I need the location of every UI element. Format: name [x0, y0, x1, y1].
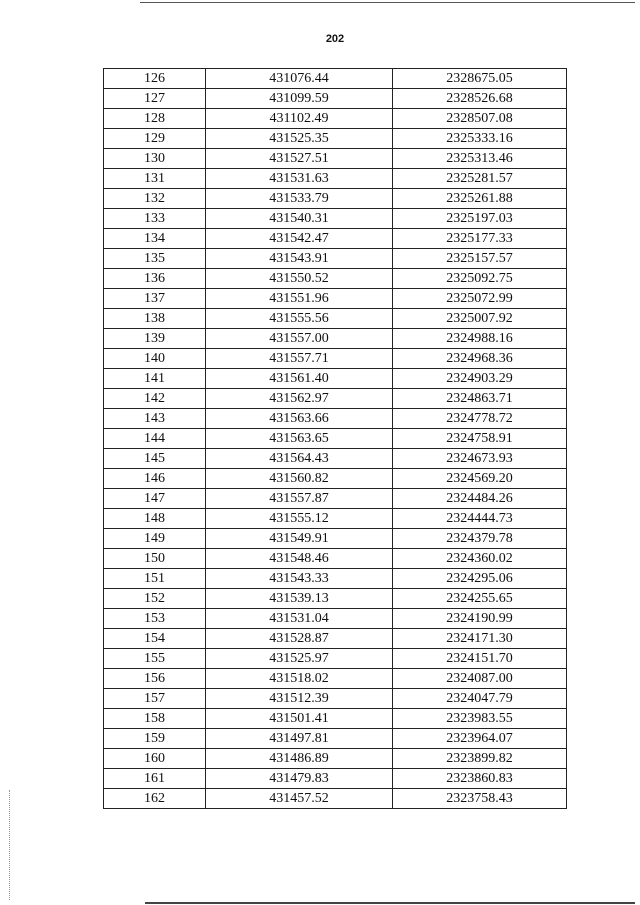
point-number-cell: 127 [104, 89, 206, 109]
y-coordinate-cell: 2325197.03 [393, 209, 567, 229]
point-number-cell: 135 [104, 249, 206, 269]
y-coordinate-cell: 2324190.99 [393, 609, 567, 629]
table-row [104, 429, 567, 449]
x-coordinate-cell: 431518.02 [206, 669, 393, 689]
point-number-cell: 138 [104, 309, 206, 329]
x-coordinate-cell: 431102.49 [206, 109, 393, 129]
x-coordinate-cell: 431542.47 [206, 229, 393, 249]
y-coordinate-cell: 2324171.30 [393, 629, 567, 649]
x-coordinate-cell: 431543.33 [206, 569, 393, 589]
point-number-cell: 126 [104, 69, 206, 89]
x-coordinate-cell: 431099.59 [206, 89, 393, 109]
x-coordinate-cell: 431562.97 [206, 389, 393, 409]
point-number-cell: 145 [104, 449, 206, 469]
table-row [104, 349, 567, 369]
table-row [104, 769, 567, 789]
point-number-cell: 152 [104, 589, 206, 609]
table-row [104, 269, 567, 289]
y-coordinate-cell: 2325261.88 [393, 189, 567, 209]
table-row [104, 389, 567, 409]
point-number-cell: 157 [104, 689, 206, 709]
point-number-cell: 154 [104, 629, 206, 649]
point-number-cell: 160 [104, 749, 206, 769]
x-coordinate-cell: 431557.00 [206, 329, 393, 349]
table-row [104, 529, 567, 549]
table-row [104, 549, 567, 569]
point-number-cell: 136 [104, 269, 206, 289]
y-coordinate-cell: 2324047.79 [393, 689, 567, 709]
x-coordinate-cell: 431551.96 [206, 289, 393, 309]
y-coordinate-cell: 2323964.07 [393, 729, 567, 749]
x-coordinate-cell: 431555.56 [206, 309, 393, 329]
y-coordinate-cell: 2324673.93 [393, 449, 567, 469]
x-coordinate-cell: 431531.04 [206, 609, 393, 629]
table-row [104, 649, 567, 669]
table-row [104, 229, 567, 249]
x-coordinate-cell: 431555.12 [206, 509, 393, 529]
coordinates-table [103, 68, 567, 809]
x-coordinate-cell: 431564.43 [206, 449, 393, 469]
point-number-cell: 146 [104, 469, 206, 489]
x-coordinate-cell: 431563.66 [206, 409, 393, 429]
y-coordinate-cell: 2324255.65 [393, 589, 567, 609]
point-number-cell: 134 [104, 229, 206, 249]
table-row [104, 169, 567, 189]
y-coordinate-cell: 2325072.99 [393, 289, 567, 309]
y-coordinate-cell: 2324484.26 [393, 489, 567, 509]
point-number-cell: 130 [104, 149, 206, 169]
y-coordinate-cell: 2323758.43 [393, 789, 567, 809]
x-coordinate-cell: 431560.82 [206, 469, 393, 489]
table-row [104, 589, 567, 609]
table-row [104, 109, 567, 129]
point-number-cell: 143 [104, 409, 206, 429]
table-row [104, 409, 567, 429]
point-number-cell: 139 [104, 329, 206, 349]
point-number-cell: 144 [104, 429, 206, 449]
x-coordinate-cell: 431497.81 [206, 729, 393, 749]
table-row [104, 749, 567, 769]
point-number-cell: 133 [104, 209, 206, 229]
point-number-cell: 161 [104, 769, 206, 789]
x-coordinate-cell: 431525.35 [206, 129, 393, 149]
y-coordinate-cell: 2324569.20 [393, 469, 567, 489]
scan-edge-mark [9, 790, 10, 900]
point-number-cell: 142 [104, 389, 206, 409]
x-coordinate-cell: 431457.52 [206, 789, 393, 809]
table-row [104, 89, 567, 109]
x-coordinate-cell: 431550.52 [206, 269, 393, 289]
x-coordinate-cell: 431533.79 [206, 189, 393, 209]
y-coordinate-cell: 2325007.92 [393, 309, 567, 329]
y-coordinate-cell: 2324295.06 [393, 569, 567, 589]
y-coordinate-cell: 2325313.46 [393, 149, 567, 169]
y-coordinate-cell: 2324778.72 [393, 409, 567, 429]
top-rule [140, 2, 635, 3]
bottom-rule [145, 902, 635, 904]
x-coordinate-cell: 431539.13 [206, 589, 393, 609]
point-number-cell: 137 [104, 289, 206, 309]
y-coordinate-cell: 2324863.71 [393, 389, 567, 409]
table-row [104, 729, 567, 749]
x-coordinate-cell: 431512.39 [206, 689, 393, 709]
x-coordinate-cell: 431557.71 [206, 349, 393, 369]
y-coordinate-cell: 2323860.83 [393, 769, 567, 789]
point-number-cell: 159 [104, 729, 206, 749]
x-coordinate-cell: 431486.89 [206, 749, 393, 769]
table-row [104, 469, 567, 489]
table-row [104, 789, 567, 809]
point-number-cell: 128 [104, 109, 206, 129]
table-row [104, 569, 567, 589]
table-row [104, 489, 567, 509]
x-coordinate-cell: 431501.41 [206, 709, 393, 729]
x-coordinate-cell: 431548.46 [206, 549, 393, 569]
y-coordinate-cell: 2324444.73 [393, 509, 567, 529]
point-number-cell: 151 [104, 569, 206, 589]
y-coordinate-cell: 2324360.02 [393, 549, 567, 569]
point-number-cell: 140 [104, 349, 206, 369]
page-number: 202 [325, 33, 345, 45]
y-coordinate-cell: 2328507.08 [393, 109, 567, 129]
point-number-cell: 153 [104, 609, 206, 629]
table-row [104, 309, 567, 329]
point-number-cell: 129 [104, 129, 206, 149]
y-coordinate-cell: 2328526.68 [393, 89, 567, 109]
point-number-cell: 149 [104, 529, 206, 549]
y-coordinate-cell: 2325177.33 [393, 229, 567, 249]
table-row [104, 609, 567, 629]
table-row [104, 149, 567, 169]
table-row [104, 689, 567, 709]
table-row [104, 449, 567, 469]
point-number-cell: 162 [104, 789, 206, 809]
table-row [104, 129, 567, 149]
x-coordinate-cell: 431479.83 [206, 769, 393, 789]
table-row [104, 329, 567, 349]
point-number-cell: 141 [104, 369, 206, 389]
table-row [104, 369, 567, 389]
y-coordinate-cell: 2328675.05 [393, 69, 567, 89]
x-coordinate-cell: 431561.40 [206, 369, 393, 389]
coordinates-table-body [104, 69, 567, 809]
y-coordinate-cell: 2324087.00 [393, 669, 567, 689]
y-coordinate-cell: 2325333.16 [393, 129, 567, 149]
y-coordinate-cell: 2324151.70 [393, 649, 567, 669]
point-number-cell: 156 [104, 669, 206, 689]
table-row [104, 249, 567, 269]
x-coordinate-cell: 431531.63 [206, 169, 393, 189]
y-coordinate-cell: 2324988.16 [393, 329, 567, 349]
table-row [104, 289, 567, 309]
x-coordinate-cell: 431549.91 [206, 529, 393, 549]
x-coordinate-cell: 431557.87 [206, 489, 393, 509]
point-number-cell: 132 [104, 189, 206, 209]
table-row [104, 629, 567, 649]
table-row [104, 209, 567, 229]
point-number-cell: 131 [104, 169, 206, 189]
point-number-cell: 147 [104, 489, 206, 509]
point-number-cell: 158 [104, 709, 206, 729]
x-coordinate-cell: 431540.31 [206, 209, 393, 229]
y-coordinate-cell: 2325092.75 [393, 269, 567, 289]
x-coordinate-cell: 431528.87 [206, 629, 393, 649]
point-number-cell: 155 [104, 649, 206, 669]
x-coordinate-cell: 431543.91 [206, 249, 393, 269]
point-number-cell: 148 [104, 509, 206, 529]
table-row [104, 669, 567, 689]
y-coordinate-cell: 2323899.82 [393, 749, 567, 769]
x-coordinate-cell: 431076.44 [206, 69, 393, 89]
y-coordinate-cell: 2324968.36 [393, 349, 567, 369]
x-coordinate-cell: 431525.97 [206, 649, 393, 669]
y-coordinate-cell: 2324903.29 [393, 369, 567, 389]
table-row [104, 189, 567, 209]
x-coordinate-cell: 431527.51 [206, 149, 393, 169]
x-coordinate-cell: 431563.65 [206, 429, 393, 449]
y-coordinate-cell: 2325157.57 [393, 249, 567, 269]
table-row [104, 509, 567, 529]
table-row [104, 69, 567, 89]
y-coordinate-cell: 2323983.55 [393, 709, 567, 729]
y-coordinate-cell: 2324379.78 [393, 529, 567, 549]
table-row [104, 709, 567, 729]
point-number-cell: 150 [104, 549, 206, 569]
y-coordinate-cell: 2325281.57 [393, 169, 567, 189]
y-coordinate-cell: 2324758.91 [393, 429, 567, 449]
